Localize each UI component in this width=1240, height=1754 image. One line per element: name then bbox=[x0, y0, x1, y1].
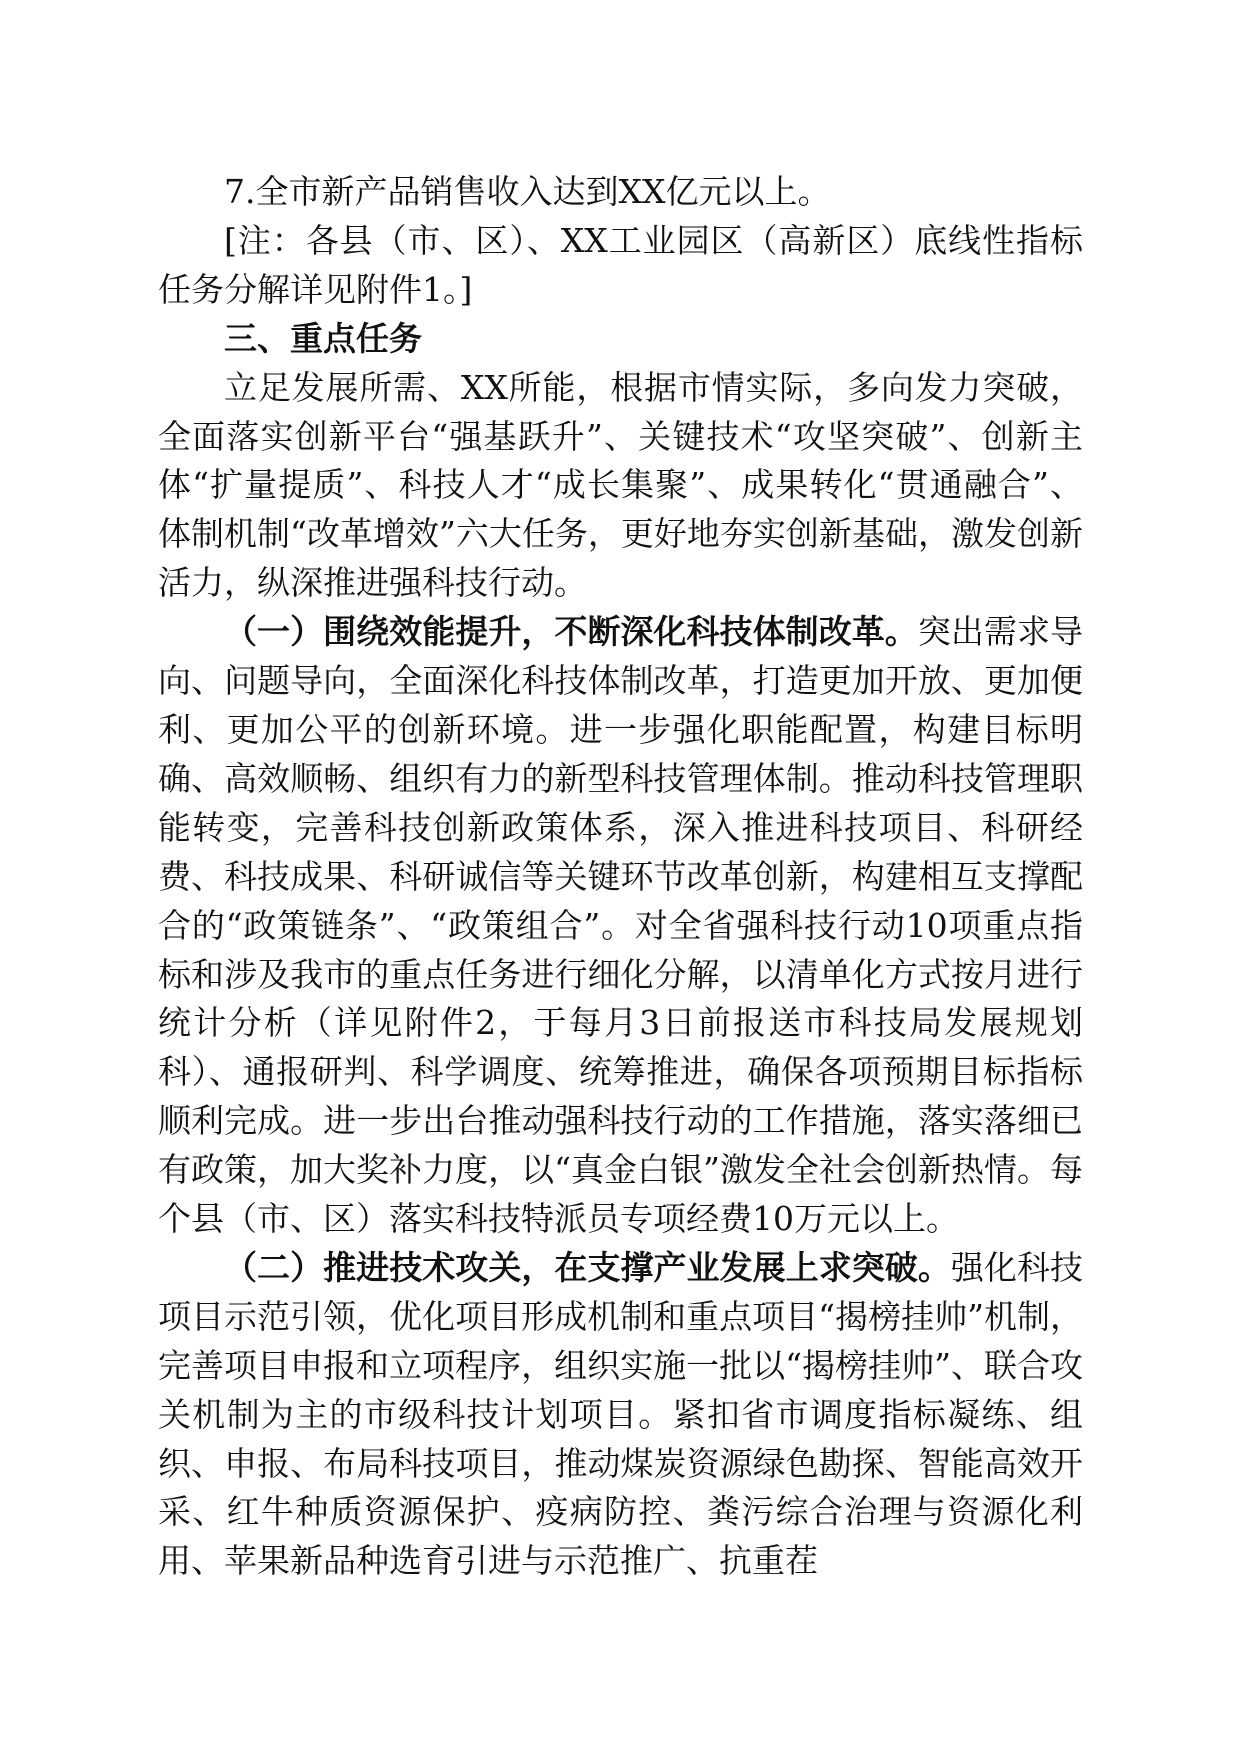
task2-paragraph bbox=[158, 1244, 1083, 1586]
target-item: 7.全市新产品销售收入达到XX亿元以上。 bbox=[224, 172, 831, 211]
task2-body: 强化科技项目示范引领，优化项目形成机制和重点项目“揭榜挂帅”机制，完善项目申报和立项程序，组织实施一批以“揭榜挂帅”、联合攻关机制为主的市级科技计划项目。紧扣省市调度指标凝练、组织、申报、布局科技项目，推动煤炭资源绿色勘探、智能高效开采、红牛种质资源保护、疫病防控、粪污综合治理与资源化利用、苹果新品种选育引进与示范推广、抗重茬 bbox=[158, 1247, 1084, 1581]
task1-body: 突出需求导向、问题导向，全面深化科技体制改革，打造更加开放、更加便利、更加公平的创新环境。进一步强化职能配置，构建目标明确、高效顺畅、组织有力的新型科技管理体制。推动科技管理职能转变，完善科技创新政策体系，深入推进科技项目、科研经费、科技成果、科研诚信等关键环节改革创新，构建相互支撑配合的“政策链条”、“政策组合”。对全省强科技行动10项重点指标和涉及我市的重点任务进行细化分解，以清单化方式按月进行统计分析（详见附件2，于每月3日前报送市科技局发展规划科）、通报研判、科学调度、统筹推进，确保各项预期目标指标顺利完成。进一步出台推动强科技行动的工作措施，落实落细已有政策，加大奖补力度，以“真金白银”激发全社会创新热情。每个县（市、区）落实科技特派员专项经费10万元以上。 bbox=[158, 612, 1084, 1239]
section-heading: 三、重点任务 bbox=[224, 318, 422, 358]
task2-heading: （二）推进技术攻关，在支撑产业发展上求突破。 bbox=[224, 1247, 951, 1287]
intro-paragraph: 立足发展所需、XX所能，根据市情实际，多向发力突破，全面落实创新平台“强基跃升”、关键技术“攻坚突破”、创新主体“扩量提质”、科技人才“成长集聚”、成果转化“贯通融合”、体制机制“改革增效”六大任务，更好地夯实创新基础，激发创新活力，纵深推进强科技行动。 bbox=[158, 367, 1083, 603]
task1-heading: （一）围绕效能提升，不断深化科技体制改革。 bbox=[224, 612, 918, 652]
task1-paragraph bbox=[158, 608, 1083, 1244]
note-paragraph: [注：各县（市、区）、XX工业园区（高新区）底线性指标任务分解详见附件1。] bbox=[158, 220, 1083, 309]
document-page bbox=[158, 168, 1083, 1586]
